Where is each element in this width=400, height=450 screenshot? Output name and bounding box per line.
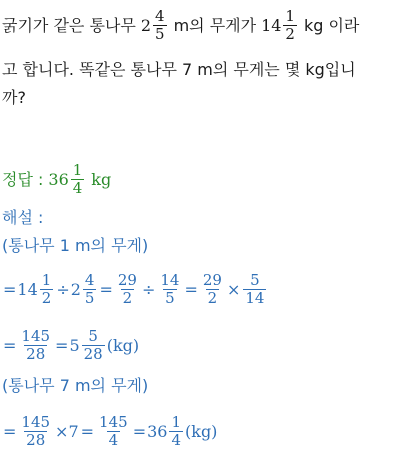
fraction — [97, 414, 130, 449]
solution-equation-2 — [2, 328, 139, 363]
fraction-numerator: 29 — [202, 271, 222, 289]
fraction-denominator: 5 — [84, 289, 95, 307]
unit-label: (kg) — [106, 335, 140, 355]
fraction-denominator: 2 — [207, 289, 218, 307]
fraction — [201, 272, 224, 307]
fraction-numerator: 5 — [88, 327, 98, 345]
whole-number: 36 — [147, 421, 168, 441]
divide-sign: ÷ — [141, 279, 156, 299]
fraction — [169, 414, 183, 449]
whole-number: 14 — [17, 279, 38, 299]
question-whole-2: 14 — [261, 15, 282, 35]
fraction — [19, 414, 52, 449]
solution-equation-3 — [2, 414, 217, 449]
fraction-numerator: 145 — [21, 327, 51, 345]
fraction-denominator: 28 — [26, 345, 46, 363]
fraction-numerator: 5 — [250, 271, 260, 289]
fraction — [82, 328, 105, 363]
equals-sign: = — [3, 421, 17, 441]
fraction — [158, 272, 181, 307]
question-fraction-1 — [153, 8, 167, 43]
fraction-numerator: 1 — [41, 271, 52, 289]
fraction-numerator: 1 — [285, 7, 295, 25]
fraction-numerator: 4 — [84, 271, 95, 289]
equals-sign: = — [55, 335, 69, 355]
fraction — [40, 272, 54, 307]
fraction-denominator: 28 — [26, 431, 46, 449]
solution-label: 해설 : — [2, 208, 44, 227]
equals-sign: = — [184, 279, 198, 299]
fraction — [19, 328, 52, 363]
fraction-denominator: 14 — [245, 289, 265, 307]
fraction-denominator: 5 — [165, 289, 175, 307]
question-text-1a: 굵기가 같은 통나무 — [2, 15, 136, 35]
question-fraction-2 — [283, 8, 297, 43]
question-text-1b: m의 무게가 — [173, 15, 257, 35]
fraction-denominator: 4 — [72, 179, 83, 197]
question-line-2: 고 합니다. 똑같은 통나무 7 m의 무게는 몇 kg입니 — [2, 60, 356, 79]
fraction-numerator: 29 — [117, 271, 137, 289]
multiply-sign: ×7 — [55, 421, 79, 441]
solution-heading-1: (통나무 1 m의 무게) — [2, 236, 149, 255]
fraction-numerator: 145 — [21, 413, 51, 431]
fraction-numerator: 14 — [160, 271, 180, 289]
fraction-denominator: 2 — [285, 25, 295, 43]
equals-sign: = — [132, 421, 147, 441]
equals-sign: = — [3, 279, 17, 299]
fraction-denominator: 4 — [171, 431, 181, 449]
multiply-sign: × — [226, 279, 241, 299]
answer-line — [2, 162, 111, 197]
divide-sign: ÷ — [56, 279, 70, 299]
fraction-denominator: 2 — [122, 289, 133, 307]
solution-heading-2: (통나무 7 m의 무게) — [2, 376, 149, 395]
fraction-denominator: 2 — [41, 289, 52, 307]
question-line-3: 까? — [2, 88, 26, 107]
question-line-1 — [2, 8, 359, 43]
answer-label: 정답 : — [2, 169, 44, 189]
fraction-denominator: 28 — [83, 345, 103, 363]
answer-fraction — [71, 162, 85, 197]
question-whole-1: 2 — [140, 15, 152, 35]
fraction-denominator: 5 — [155, 25, 165, 43]
equals-sign: = — [99, 279, 113, 299]
fraction-numerator: 1 — [171, 413, 181, 431]
question-text-1c: kg 이라 — [303, 15, 360, 35]
unit-label: (kg) — [185, 421, 218, 441]
fraction-numerator: 1 — [72, 161, 83, 179]
answer-unit: kg — [91, 169, 112, 189]
fraction-numerator: 4 — [155, 7, 165, 25]
fraction-numerator: 145 — [99, 413, 128, 431]
whole-number: 5 — [69, 335, 80, 355]
answer-whole: 36 — [48, 169, 69, 189]
fraction — [116, 272, 139, 307]
equals-sign: = — [80, 421, 95, 441]
equals-sign: = — [3, 335, 17, 355]
fraction — [83, 272, 97, 307]
solution-equation-1 — [2, 272, 268, 307]
fraction-denominator: 4 — [108, 431, 119, 449]
fraction — [243, 272, 266, 307]
whole-number: 2 — [70, 279, 81, 299]
